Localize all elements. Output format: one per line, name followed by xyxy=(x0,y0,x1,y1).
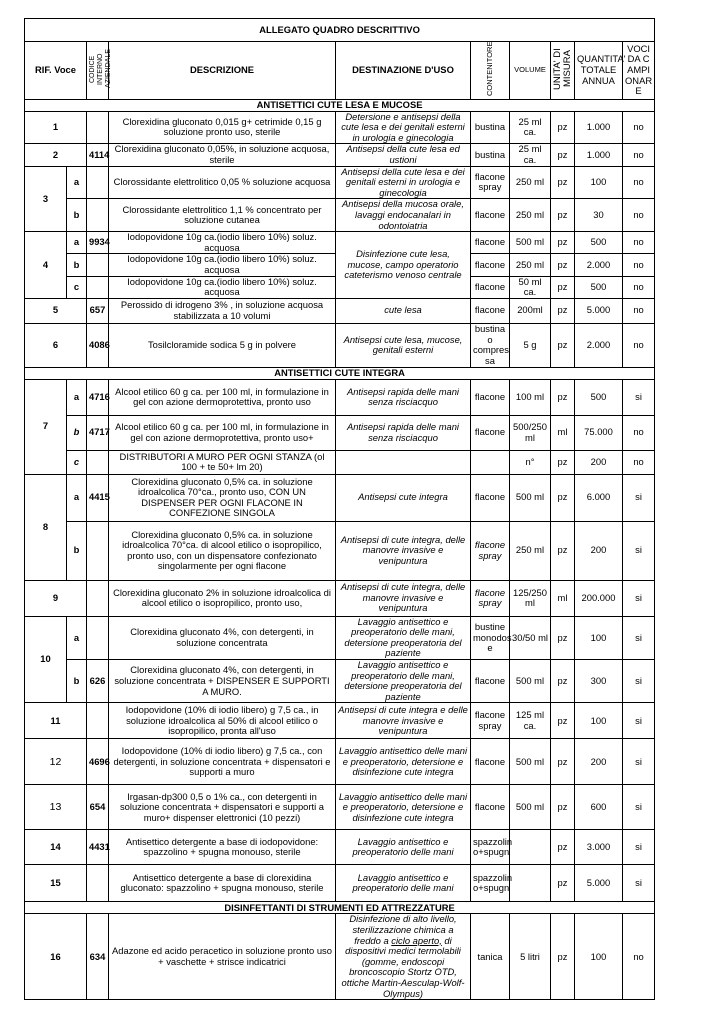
row-container: flacone xyxy=(471,298,510,323)
table-row xyxy=(25,616,655,659)
row-quantity: 2.000 xyxy=(575,323,623,367)
row-unit: pz xyxy=(551,323,575,367)
row-destination: Antisepsi di cute integra, delle manovre invasive e venipuntura xyxy=(336,521,471,580)
row-sample: no xyxy=(623,166,655,199)
row-container: spazzolin o+spugn xyxy=(471,830,510,865)
row-code xyxy=(87,111,109,144)
table-row xyxy=(25,830,655,865)
row-sample: si xyxy=(623,739,655,785)
header-unita: UNITA' DI MISURA xyxy=(552,48,573,90)
row-sample: si xyxy=(623,580,655,616)
descriptive-table xyxy=(24,18,655,1000)
row-container: flacone xyxy=(471,199,510,232)
row-quantity: 500 xyxy=(575,379,623,415)
row-quantity: 75.000 xyxy=(575,415,623,450)
row-volume: 500 ml xyxy=(510,785,551,830)
row-destination: Antisepsi della mucosa orale, lavaggi endocanalari in odontoiatria xyxy=(336,199,471,232)
row-destination: Lavaggio antisettico e preoperatorio delle mani, detersione preoperatoria del paziente xyxy=(336,616,471,659)
row-sub: b xyxy=(67,521,87,580)
row-description: Antisettico detergente a base di iodopovidone: spazzolino + spugna monouso, sterile xyxy=(109,830,336,865)
row-rif: 10 xyxy=(25,616,67,703)
row-volume: 25 ml ca. xyxy=(510,144,551,166)
row-destination xyxy=(336,914,471,1000)
row-container: flacone xyxy=(471,474,510,521)
row-volume: 100 ml xyxy=(510,379,551,415)
row-quantity: 30 xyxy=(575,199,623,232)
row-destination: Antisepsi cute lesa, mucose, genitali esterni xyxy=(336,323,471,367)
row-volume: 500 ml xyxy=(510,739,551,785)
table-row xyxy=(25,166,655,199)
row-container: flacone xyxy=(471,254,510,276)
row-unit: pz xyxy=(551,474,575,521)
table-row xyxy=(25,739,655,785)
page-title: ALLEGATO QUADRO DESCRITTIVO xyxy=(25,19,655,42)
row-destination: Lavaggio antisettico e preoperatorio delle mani, detersione preoperatoria del paziente xyxy=(336,660,471,703)
row-code: 657 xyxy=(87,298,109,323)
row-volume: 50 ml ca. xyxy=(510,276,551,298)
table-row xyxy=(25,785,655,830)
row-code: 4431 xyxy=(87,830,109,865)
row-quantity: 100 xyxy=(575,703,623,739)
row-description: Iodopovidone 10g ca.(iodio libero 10%) soluz. acquosa xyxy=(109,276,336,298)
row-volume: 500 ml xyxy=(510,232,551,254)
row-destination: Antisepsi rapida delle mani senza risciacquo xyxy=(336,415,471,450)
row-code xyxy=(87,450,109,474)
table-row xyxy=(25,521,655,580)
dest-underlined: ciclo aperto, xyxy=(391,934,442,946)
table-row xyxy=(25,111,655,144)
row-sample: si xyxy=(623,379,655,415)
table-row xyxy=(25,474,655,521)
row-unit: pz xyxy=(551,865,575,902)
row-volume: 5 litri xyxy=(510,914,551,1000)
row-description: Clorexidina gluconato 0,015 g+ cetrimide 0,15 g soluzione pronto uso, sterile xyxy=(109,111,336,144)
row-sub: a xyxy=(67,474,87,521)
row-unit: pz xyxy=(551,785,575,830)
row-rif: 5 xyxy=(25,298,87,323)
row-sample: no xyxy=(623,415,655,450)
row-volume: 5 g xyxy=(510,323,551,367)
row-sample: si xyxy=(623,703,655,739)
row-destination: cute lesa xyxy=(336,298,471,323)
row-code: 9934 xyxy=(87,232,109,254)
row-code xyxy=(87,616,109,659)
table-row xyxy=(25,232,655,254)
row-quantity: 200 xyxy=(575,521,623,580)
row-unit: pz xyxy=(551,616,575,659)
table-row xyxy=(25,298,655,323)
row-container: bustine monodos e xyxy=(471,616,510,659)
section-heading: ANTISETTICI CUTE LESA E MUCOSE xyxy=(25,99,655,111)
row-description: Iodopovidone (10% di iodio libero) g 7,5 ca., con detergenti, in soluzione concentrata + dispensatori e supporti a muro xyxy=(109,739,336,785)
row-code: 654 xyxy=(87,785,109,830)
row-description: Iodopovidone (10% di iodio libero) g 7,5 ca., in soluzione idroalcolica al 50% di alcool etilico o isopropilico, pronta all'uso xyxy=(109,703,336,739)
row-rif: 7 xyxy=(25,379,67,474)
row-unit: pz xyxy=(551,450,575,474)
row-rif: 11 xyxy=(25,703,87,739)
row-rif: 16 xyxy=(25,914,87,1000)
row-quantity: 100 xyxy=(575,616,623,659)
row-container: flacone spray xyxy=(471,703,510,739)
row-sub: c xyxy=(67,450,87,474)
row-unit: pz xyxy=(551,521,575,580)
row-volume: 500 ml xyxy=(510,660,551,703)
row-rif: 6 xyxy=(25,323,87,367)
table-row xyxy=(25,660,655,703)
row-description: Clorexidina gluconato 0,5% ca. in soluzione idroalcolica 70°ca., pronto uso, CON UN DISPENSER PER OGNI FLACONE IN CONFEZIONE SINGOLA xyxy=(109,474,336,521)
row-sample: no xyxy=(623,450,655,474)
row-container: flacone xyxy=(471,232,510,254)
row-quantity: 2.000 xyxy=(575,254,623,276)
row-sample: no xyxy=(623,199,655,232)
row-destination: Antisepsi di cute integra, delle manovre invasive e venipuntura xyxy=(336,580,471,616)
row-code xyxy=(87,254,109,276)
row-sub: c xyxy=(67,276,87,298)
row-sample: no xyxy=(623,323,655,367)
row-rif: 14 xyxy=(25,830,87,865)
row-unit: ml xyxy=(551,415,575,450)
row-quantity: 100 xyxy=(575,914,623,1000)
header-volume: VOLUME xyxy=(510,42,551,100)
row-container: bustina o compres sa xyxy=(471,323,510,367)
row-unit: pz xyxy=(551,111,575,144)
row-unit: pz xyxy=(551,703,575,739)
row-quantity: 6.000 xyxy=(575,474,623,521)
row-container: flacone xyxy=(471,660,510,703)
header-voci: VOCI DA CAMPIONARE xyxy=(623,42,655,100)
row-container: flacone spray xyxy=(471,166,510,199)
table-row xyxy=(25,450,655,474)
row-unit: pz xyxy=(551,739,575,785)
row-sample: no xyxy=(623,298,655,323)
row-unit: pz xyxy=(551,144,575,166)
row-unit: pz xyxy=(551,254,575,276)
row-volume: 200ml xyxy=(510,298,551,323)
row-unit: pz xyxy=(551,199,575,232)
row-quantity: 5.000 xyxy=(575,865,623,902)
header-rif: RIF. Voce xyxy=(25,42,87,100)
row-sub: b xyxy=(67,415,87,450)
row-code xyxy=(87,703,109,739)
row-volume: n° xyxy=(510,450,551,474)
row-code: 4696 xyxy=(87,739,109,785)
row-destination xyxy=(336,450,471,474)
row-destination: Lavaggio antisettico delle mani e preoperatorio, detersione e disinfezione cute integra xyxy=(336,739,471,785)
row-sub: b xyxy=(67,199,87,232)
row-sample: no xyxy=(623,914,655,1000)
row-sample: no xyxy=(623,254,655,276)
row-unit: pz xyxy=(551,379,575,415)
row-volume: 30/50 ml xyxy=(510,616,551,659)
row-volume xyxy=(510,865,551,902)
row-container: flacone xyxy=(471,276,510,298)
row-code xyxy=(87,276,109,298)
row-description: Clorossidante elettrolitico 1,1 % concentrato per soluzione cutanea xyxy=(109,199,336,232)
row-sample: si xyxy=(623,521,655,580)
row-code: 4415 xyxy=(87,474,109,521)
row-volume: 500 ml xyxy=(510,474,551,521)
row-rif: 1 xyxy=(25,111,87,144)
row-unit: pz xyxy=(551,166,575,199)
header-codice: CODICE INTERNO AZIENDALE xyxy=(89,49,112,89)
row-rif: 13 xyxy=(25,785,87,830)
row-quantity: 3.000 xyxy=(575,830,623,865)
table-row xyxy=(25,323,655,367)
row-sample: no xyxy=(623,276,655,298)
row-container: tanica xyxy=(471,914,510,1000)
row-quantity: 500 xyxy=(575,276,623,298)
row-unit: pz xyxy=(551,232,575,254)
header-destinazione: DESTINAZIONE D'USO xyxy=(336,42,471,100)
header-descrizione: DESCRIZIONE xyxy=(109,42,336,100)
row-volume: 125 ml ca. xyxy=(510,703,551,739)
table-row xyxy=(25,415,655,450)
row-destination: Detersione e antisepsi della cute lesa e dei genitali esterni in urologia e ginecologia xyxy=(336,111,471,144)
row-container: flacone xyxy=(471,379,510,415)
row-volume: 500/250 ml xyxy=(510,415,551,450)
row-unit: ml xyxy=(551,580,575,616)
row-container: bustina xyxy=(471,111,510,144)
row-quantity: 600 xyxy=(575,785,623,830)
dest-text: Disinfezione di alto livello, sterilizzazione chimica a freddo a xyxy=(349,913,457,946)
row-sub: b xyxy=(67,660,87,703)
row-quantity: 500 xyxy=(575,232,623,254)
row-volume xyxy=(510,830,551,865)
row-unit: pz xyxy=(551,914,575,1000)
table-row xyxy=(25,580,655,616)
row-volume: 25 ml ca. xyxy=(510,111,551,144)
row-description: Irgasan-dp300 0,5 o 1% ca., con detergenti in soluzione concentrata + dispensatori e supporti a muro+ dispenser elettronici (10 pezzi) xyxy=(109,785,336,830)
row-code xyxy=(87,199,109,232)
row-quantity: 200 xyxy=(575,450,623,474)
row-quantity: 5.000 xyxy=(575,298,623,323)
row-rif: 4 xyxy=(25,232,67,299)
row-unit: pz xyxy=(551,830,575,865)
table-row xyxy=(25,703,655,739)
row-quantity: 1.000 xyxy=(575,144,623,166)
row-sample: si xyxy=(623,785,655,830)
row-description: Clorexidina gluconato 0,5% ca. in soluzione idroalcolica 70°ca. di alcool etilico o isopropilico, pronto uso, con un dispensatore confezionato singolarmente per ogni flacone xyxy=(109,521,336,580)
table-row xyxy=(25,379,655,415)
header-contenitore: CONTENITORE xyxy=(485,41,494,97)
row-sample: si xyxy=(623,474,655,521)
row-volume: 250 ml xyxy=(510,521,551,580)
row-rif: 15 xyxy=(25,865,87,902)
row-sub: b xyxy=(67,254,87,276)
row-description: Iodopovidone 10g ca.(iodio libero 10%) soluz. acquosa xyxy=(109,232,336,254)
row-rif: 8 xyxy=(25,474,67,580)
row-sub: a xyxy=(67,616,87,659)
row-sample: no xyxy=(623,232,655,254)
row-code xyxy=(87,521,109,580)
row-container: bustina xyxy=(471,144,510,166)
row-container: flacone spray xyxy=(471,521,510,580)
row-destination: Antisepsi della cute lesa e dei genitali esterni in urologia e ginecologia xyxy=(336,166,471,199)
row-destination: Antisepsi di cute integra e delle manovre invasive e venipuntura xyxy=(336,703,471,739)
row-sub: a xyxy=(67,379,87,415)
row-sample: si xyxy=(623,660,655,703)
row-volume: 250 ml xyxy=(510,199,551,232)
row-destination: Antisepsi cute integra xyxy=(336,474,471,521)
row-container: flacone spray xyxy=(471,580,510,616)
section-heading: DISINFETTANTI DI STRUMENTI ED ATTREZZATURE xyxy=(25,902,655,914)
row-destination: Antisepsi rapida delle mani senza risciacquo xyxy=(336,379,471,415)
row-code xyxy=(87,166,109,199)
table-row xyxy=(25,865,655,902)
row-sub: a xyxy=(67,166,87,199)
row-code xyxy=(87,865,109,902)
row-quantity: 1.000 xyxy=(575,111,623,144)
row-container: flacone xyxy=(471,739,510,785)
row-rif: 2 xyxy=(25,144,87,166)
row-code: 626 xyxy=(87,660,109,703)
row-quantity: 100 xyxy=(575,166,623,199)
row-destination: Disinfezione cute lesa, mucose, campo operatorio cateterismo venoso centrale xyxy=(336,232,471,299)
row-code: 4086 xyxy=(87,323,109,367)
row-description: Perossido di idrogeno 3% , in soluzione acquosa stabilizzata a 10 volumi xyxy=(109,298,336,323)
row-description: Clorexidina gluconato 0,05%, in soluzione acquosa, sterile xyxy=(109,144,336,166)
row-unit: pz xyxy=(551,660,575,703)
row-quantity: 300 xyxy=(575,660,623,703)
row-description: DISTRIBUTORI A MURO PER OGNI STANZA (ol 100 + te 50+ lm 20) xyxy=(109,450,336,474)
row-container: flacone xyxy=(471,785,510,830)
row-container xyxy=(471,450,510,474)
row-description: Clorexidina gluconato 2% in soluzione idroalcolica di alcool etilico o isopropilico, pronto uso, xyxy=(109,580,336,616)
row-volume: 250 ml xyxy=(510,166,551,199)
row-quantity: 200.000 xyxy=(575,580,623,616)
header-quantita: QUANTITA' TOTALE ANNUA xyxy=(575,42,623,100)
row-destination: Lavaggio antisettico e preoperatorio delle mani xyxy=(336,865,471,902)
table-row xyxy=(25,914,655,1000)
row-volume: 250 ml xyxy=(510,254,551,276)
row-sample: si xyxy=(623,830,655,865)
row-code xyxy=(87,580,109,616)
table-row xyxy=(25,144,655,166)
row-destination: Lavaggio antisettico delle mani e preoperatorio, detersione e disinfezione cute integra xyxy=(336,785,471,830)
row-description: Clorexidina gluconato 4%, con detergenti, in soluzione concentrata + DISPENSER E SUPPORTI A MURO. xyxy=(109,660,336,703)
row-sample: si xyxy=(623,616,655,659)
row-sample: no xyxy=(623,144,655,166)
row-container: spazzolin o+spugn xyxy=(471,865,510,902)
row-destination: Lavaggio antisettico e preoperatorio delle mani xyxy=(336,830,471,865)
row-volume: 125/250 ml xyxy=(510,580,551,616)
row-description: Adazone ed acido peracetico in soluzione pronto uso + vaschette + strisce indicatrici xyxy=(109,914,336,1000)
row-quantity: 200 xyxy=(575,739,623,785)
row-rif: 12 xyxy=(25,739,87,785)
row-unit: pz xyxy=(551,298,575,323)
row-sub: a xyxy=(67,232,87,254)
row-code: 4716 xyxy=(87,379,109,415)
row-unit: pz xyxy=(551,276,575,298)
row-sample: no xyxy=(623,111,655,144)
row-code: 4717 xyxy=(87,415,109,450)
row-description: Antisettico detergente a base di clorexidina gluconato: spazzolino + spugna monouso, sterile xyxy=(109,865,336,902)
row-description: Tosilcloramide sodica 5 g in polvere xyxy=(109,323,336,367)
row-code: 634 xyxy=(87,914,109,1000)
dest-text: di dispositivi medici termolabili (gomme, endoscopi broncoscopio Stortz OTD, ottiche Martin-Aesculap-Wolf-Olympus) xyxy=(341,934,465,999)
row-container: flacone xyxy=(471,415,510,450)
row-rif: 3 xyxy=(25,166,67,232)
row-description: Alcool etilico 60 g ca. per 100 ml, in formulazione in gel con azione dermoprotettiva, pronto uso+ xyxy=(109,415,336,450)
row-rif: 9 xyxy=(25,580,87,616)
table-row xyxy=(25,199,655,232)
row-description: Clorossidante elettrolitico 0,05 % soluzione acquosa xyxy=(109,166,336,199)
row-code: 4114 xyxy=(87,144,109,166)
row-description: Alcool etilico 60 g ca. per 100 ml, in formulazione in gel con azione dermoprotettiva, pronto uso xyxy=(109,379,336,415)
row-destination: Antisepsi della cute lesa ed ustioni xyxy=(336,144,471,166)
row-description: Iodopovidone 10g ca.(iodio libero 10%) soluz. acquosa xyxy=(109,254,336,276)
section-heading: ANTISETTICI CUTE INTEGRA xyxy=(25,367,655,379)
row-description: Clorexidina gluconato 4%, con detergenti, in soluzione concentrata xyxy=(109,616,336,659)
row-sample: si xyxy=(623,865,655,902)
